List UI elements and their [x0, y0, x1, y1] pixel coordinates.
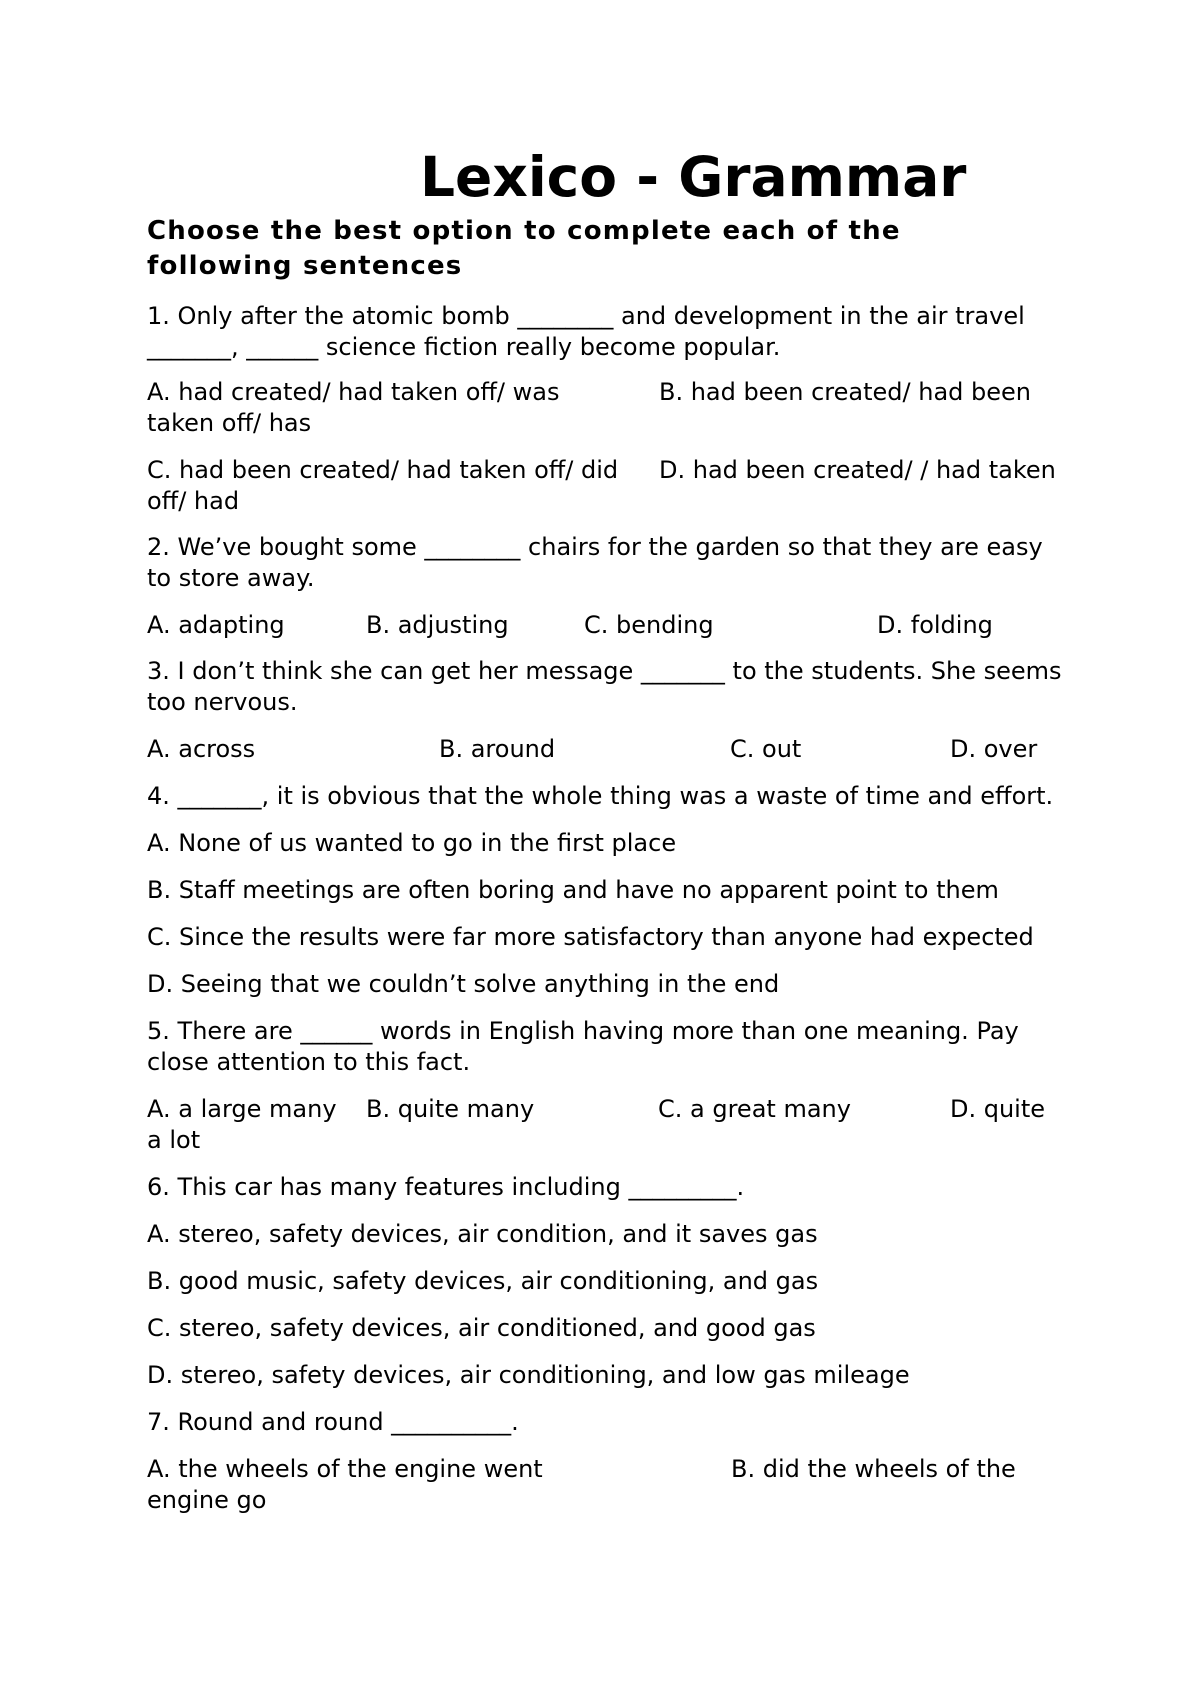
question-1-option-b-continued: taken off/ has	[147, 409, 312, 437]
question-3-option-b: B. around	[439, 735, 556, 763]
question-7-text: 7. Round and round __________.	[147, 1408, 519, 1436]
question-4-text: 4. _______, it is obvious that the whole thing was a waste of time and effort.	[147, 782, 1054, 810]
question-5-option-a: A. a large many	[147, 1095, 337, 1123]
question-6-option-c: C. stereo, safety devices, air conditioned, and good gas	[147, 1314, 816, 1342]
question-7-option-b-continued: engine go	[147, 1486, 267, 1514]
question-6-text: 6. This car has many features including _________.	[147, 1173, 745, 1201]
question-5-option-d-continued: a lot	[147, 1126, 201, 1154]
instruction-text: Choose the best option to complete each of the following sentences	[147, 216, 901, 281]
question-5-text: 5. There are ______ words in English having more than one meaning. Pay close attention to this fact.	[147, 1017, 1019, 1076]
question-4-option-a: A. None of us wanted to go in the first place	[147, 829, 677, 857]
question-7-option-a: A. the wheels of the engine went	[147, 1455, 543, 1483]
question-6-option-a: A. stereo, safety devices, air condition, and it saves gas	[147, 1220, 818, 1248]
question-5-option-b: B. quite many	[366, 1095, 535, 1123]
question-5-option-c: C. a great many	[658, 1095, 851, 1123]
question-5-option-d: D. quite	[950, 1095, 1046, 1123]
question-2-option-b: B. adjusting	[366, 611, 509, 639]
question-1-option-d: D. had been created/ / had taken	[659, 456, 1056, 484]
question-6-option-d: D. stereo, safety devices, air conditioning, and low gas mileage	[147, 1361, 910, 1389]
question-4-option-d: D. Seeing that we couldn’t solve anything in the end	[147, 970, 780, 998]
question-1-line-2: _______, ______ science fiction really become popular.	[147, 333, 781, 361]
question-4-option-b: B. Staff meetings are often boring and have no apparent point to them	[147, 876, 999, 904]
question-1-option-b: B. had been created/ had been	[659, 378, 1031, 406]
question-2-text: 2. We’ve bought some ________ chairs for the garden so that they are easy to store away.	[147, 533, 1043, 592]
question-7-option-b: B. did the wheels of the	[731, 1455, 1016, 1483]
question-3-option-c: C. out	[730, 735, 802, 763]
question-3-option-d: D. over	[950, 735, 1038, 763]
page-title: Lexico - Grammar	[420, 145, 967, 209]
question-2-option-a: A. adapting	[147, 611, 285, 639]
question-4-option-c: C. Since the results were far more satisfactory than anyone had expected	[147, 923, 1034, 951]
question-2-option-d: D. folding	[877, 611, 993, 639]
question-1-option-a: A. had created/ had taken off/ was	[147, 378, 560, 406]
question-3-option-a: A. across	[147, 735, 256, 763]
question-6-option-b: B. good music, safety devices, air conditioning, and gas	[147, 1267, 819, 1295]
question-1-option-c: C. had been created/ had taken off/ did	[147, 456, 619, 484]
question-2-option-c: C. bending	[584, 611, 714, 639]
question-1-option-d-continued: off/ had	[147, 487, 240, 515]
question-1-line-1: 1. Only after the atomic bomb ________ and development in the air travel	[147, 302, 1025, 330]
question-3-text: 3. I don’t think she can get her message _______ to the students. She seems too nervous.	[147, 657, 1062, 716]
